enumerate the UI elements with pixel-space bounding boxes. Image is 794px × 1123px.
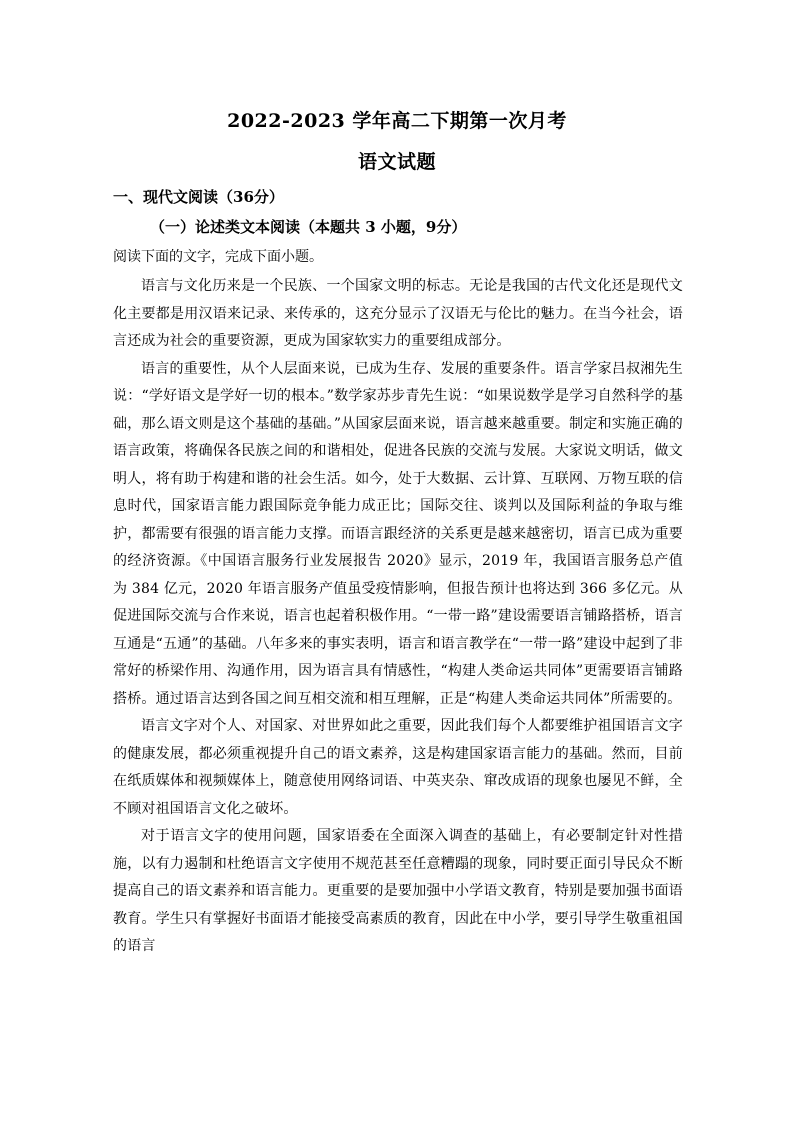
reading-instruction: 阅读下面的文字，完成下面小题。 — [113, 249, 323, 265]
exam-title: 2022-2023 学年高二下期第一次月考 — [227, 110, 567, 132]
reading-passage — [113, 273, 683, 961]
passage-paragraph: 语言文字对个人、对国家、对世界如此之重要，因此我们每个人都要维护祖国语言文字的健康发展，都必须重视提升自己的语文素养，这是构建国家语言能力的基础。然而，目前在纸质媒体和视频媒体上，随意使用网络词语、中英夹杂、窜改成语的现象也屡见不鲜，全不顾对祖国语言文化之破坏。 — [113, 718, 683, 817]
subsection-heading: （一）论述类文本阅读（本题共 3 小题，9分） — [150, 218, 467, 236]
passage-paragraph: 语言与文化历来是一个民族、一个国家文明的标志。无论是我国的古代文化还是现代文化主要都是用汉语来记录、来传承的，这充分显示了汉语无与伦比的魅力。在当今社会，语言还成为社会的重要资源，更成为国家软实力的重要组成部分。 — [113, 278, 683, 349]
passage-paragraph: 对于语言文字的使用问题，国家语委在全面深入调查的基础上，有必要制定针对性措施，以有力遏制和杜绝语言文字使用不规范甚至任意糟蹋的现象，同时要正面引导民众不断提高自己的语文素养和语言能力。更重要的是要加强中小学语文教育，特别是要加强书面语教育。学生只有掌握好书面语才能接受高素质的教育，因此在中小学，要引导学生敬重祖国的语言 — [113, 828, 683, 954]
exam-subtitle: 语文试题 — [357, 151, 436, 173]
passage-paragraph: 语言的重要性，从个人层面来说，已成为生存、发展的重要条件。语言学家吕叔湘先生说：“学好语文是学好一切的根本。”数学家苏步青先生说：“如果说数学是学习自然科学的基础，那么语文则是这个基础的基础。”从国家层面来说，语言越来越重要。制定和实施正确的语言政策，将确保各民族之间的和谐相处，促进各民族的交流与发展。大家说文明话，做文明人，将有助于构建和谐的社会生活。如今，处于大数据、云计算、互联网、万物互联的信息时代，国家语言能力跟国际竞争能力成正比；国际交往、谈判以及国际利益的争取与维护，都需要有很强的语言能力支撑。而语言跟经济的关系更是越来越密切，语言已成为重要的经济资源。《中国语言服务行业发展报告 2020》显示，2019 年，我国语言服务总产值为 384 亿元，2020 年语言服务产值虽受疫情影响，但报告预计也将达到 366 多亿元。从促进国际交流与合作来说，语言也起着积极作用。“一带一路”建设需要语言铺路搭桥，语言互通是“五通”的基础。八年多来的事实表明，语言和语言教学在“一带一路”建设中起到了非常好的桥梁作用、沟通作用，因为语言具有情感性，“构建人类命运共同体”更需要语言铺路搭桥。通过语言达到各国之间互相交流和相互理解，正是“构建人类命运共同体”所需要的。 — [113, 360, 683, 707]
section-heading: 一、现代文阅读（36分） — [113, 188, 284, 206]
